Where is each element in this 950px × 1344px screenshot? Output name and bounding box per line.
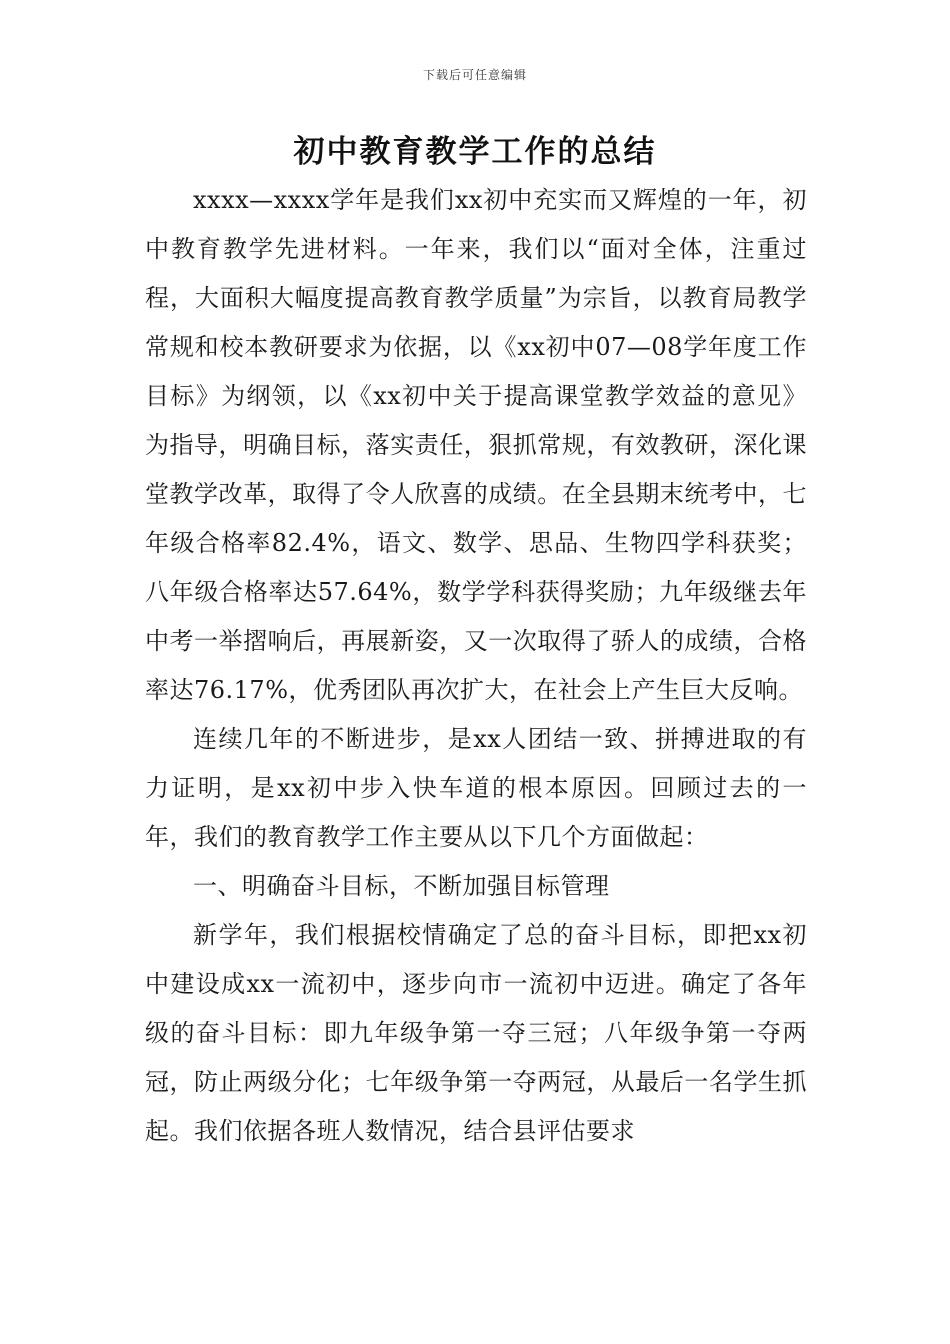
section-heading-1: 一、明确奋斗目标，不断加强目标管理 [193,872,610,900]
header-note: 下载后可任意编辑 [422,68,527,82]
document-title: 初中教育教学工作的总结 [293,134,657,170]
paragraph-intro: xxxx—xxxx学年是我们xx初中充实而又辉煌的一年，初中教育教学先进材料。一年来，我们以“面对全体，注重过程，大面积大幅度提高教育教学质量”为宗旨，以教育局教学常规和校本教研要求为依据，以《xx初中07—08学年度工作目标》为纲领，以《xx初中关于提高课堂教学效益的意见》为指导，明确目标，落实责任，狠抓常规，有效教研，深化课堂教学改革，取得了令人欣喜的成绩。在全县期末统考中，七年级合格率82.4%，语文、数学、思品、生物四学科获奖；八年级合格率达57.64%，数学学科获得奖励；九年级继去年中考一举摺响后，再展新姿，又一次取得了骄人的成绩，合格率达76.17%，优秀团队再次扩大，在社会上产生巨大反响。 [145,186,807,704]
document-body [145,176,807,1156]
paragraph-goals: 新学年，我们根据校情确定了总的奋斗目标，即把xx初中建设成xx一流初中，逐步向市一流初中迈进。确定了各年级的奋斗目标：即九年级争第一夺三冠；八年级争第一夺两冠，防止两级分化；七年级争第一夺两冠，从最后一名学生抓起。我们依据各班人数情况，结合县评估要求 [145,921,807,1145]
paragraph-progress: 连续几年的不断进步，是xx人团结一致、拼搏进取的有力证明，是xx初中步入快车道的根本原因。回顾过去的一年，我们的教育教学工作主要从以下几个方面做起： [145,725,807,851]
